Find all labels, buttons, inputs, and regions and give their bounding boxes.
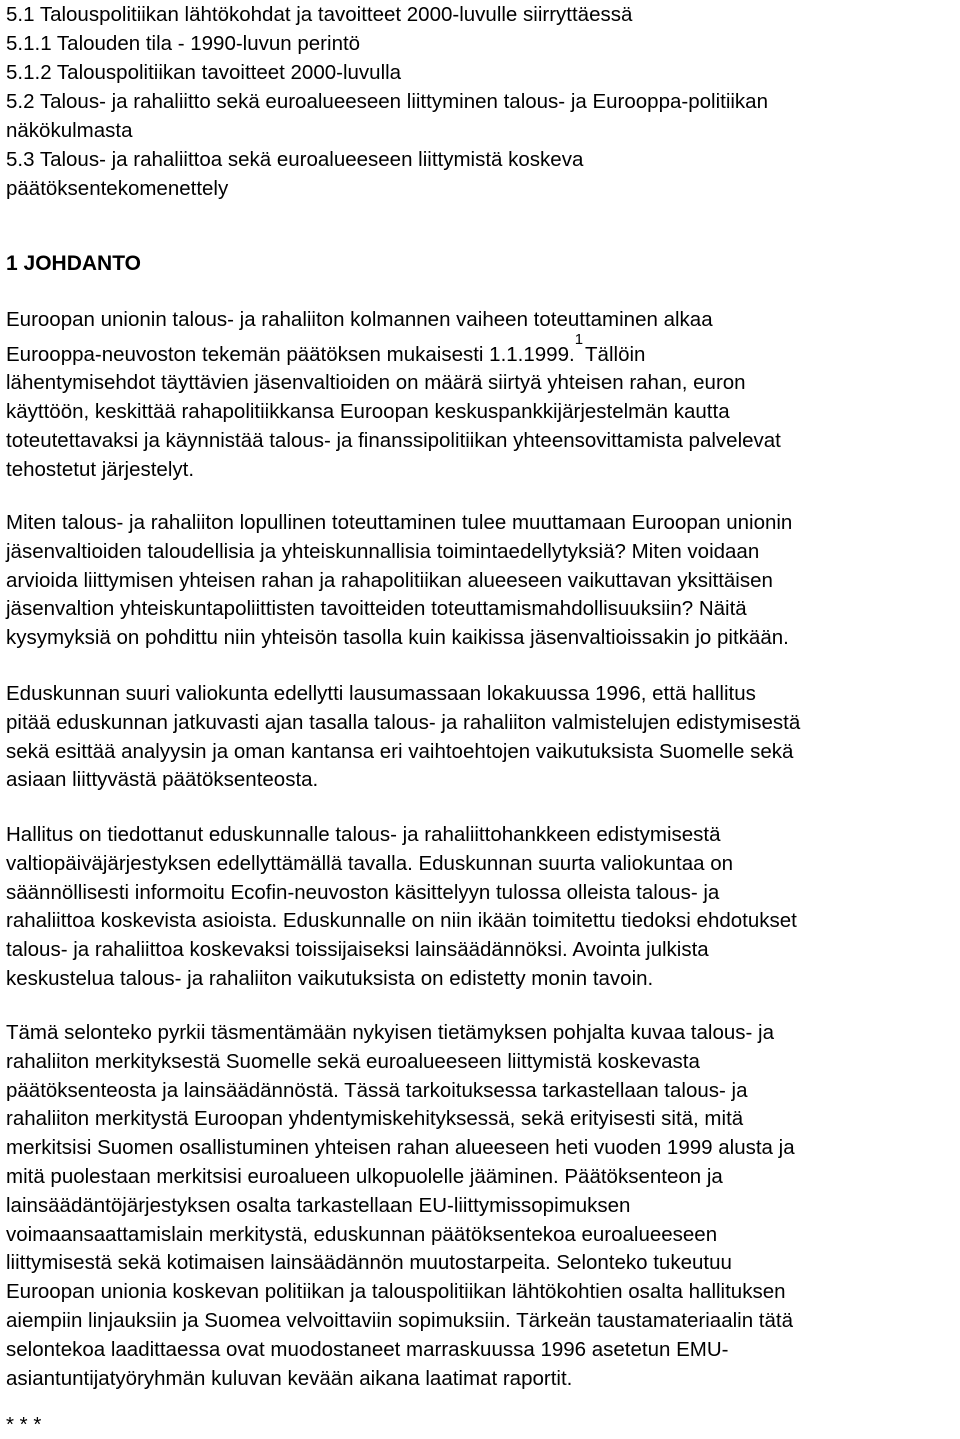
paragraph-line: valtiopäiväjärjestyksen edellyttämällä tavalla. Eduskunnan suurta valiokuntaa on — [6, 851, 734, 875]
paragraph-line: Hallitus on tiedottanut eduskunnalle talous- ja rahaliittohankkeen edistymisestä — [6, 823, 721, 846]
paragraph-line: toteutettavaksi ja käynnistää talous- ja finanssipolitiikan yhteensovittamista palvelevat — [6, 429, 781, 453]
paragraph-line: keskustelua talous- ja rahaliiton vaikutuksista on edistetty monin tavoin. — [6, 966, 654, 990]
paragraph-line: sekä esittää analyysin ja oman kantansa eri vaihtoehtojen vaikutuksista Suomelle sekä — [6, 739, 794, 763]
paragraph-line: pitää eduskunnan jatkuvasti ajan tasalla talous- ja rahaliiton valmistelujen edistymisestä — [6, 710, 801, 734]
toc-entry-5-2[interactable]: 5.2 Talous- ja rahaliitto sekä euroalueeseen liittyminen talous- ja Eurooppa-politiikan — [6, 90, 768, 113]
paragraph-line: talous- ja rahaliittoa koskevaksi toissijaiseksi lainsäädännöksi. Avointa julkista — [6, 938, 709, 962]
paragraph-line: mitä puolestaan merkitsisi euroalueen ulkopuolelle jääminen. Päätöksenteon ja — [6, 1164, 723, 1188]
paragraph-line: Euroopan unionia koskevan politiikan ja talouspolitiikan lähtökohtien osalta hallituksen — [6, 1280, 786, 1304]
paragraph-line: Eduskunnan suuri valiokunta edellytti lausumassaan lokakuussa 1996, että hallitus — [6, 682, 756, 705]
paragraph-line: asiantuntijatyöryhmän kuluvan kevään aikana laatimat raportit. — [6, 1366, 573, 1390]
paragraph-line: liittymisestä sekä kotimaisen lainsäädännön muutostarpeita. Selonteko tukeutuu — [6, 1251, 732, 1275]
paragraph-line: lähentymisehdot täyttävien jäsenvaltioiden on määrä siirtyä yhteisen rahan, euron — [6, 371, 746, 395]
paragraph-committee — [6, 680, 956, 795]
paragraph-line: aiempiin linjauksiin ja Suomea velvoittaviin sopimuksiin. Tärkeän taustamateriaalin tätä — [6, 1308, 793, 1332]
paragraph-line: asiaan liittyvästä päätöksenteosta. — [6, 768, 319, 792]
toc-entry-5-1[interactable]: 5.1 Talouspolitiikan lähtökohdat ja tavoitteet 2000-luvulle siirryttäessä — [6, 3, 633, 26]
toc-entry-5-1-1[interactable]: 5.1.1 Talouden tila - 1990-luvun perintö — [6, 32, 361, 55]
paragraph-line: lainsäädäntöjärjestyksen osalta tarkastellaan EU-liittymissopimuksen — [6, 1193, 631, 1217]
toc-entry-5-3[interactable]: 5.3 Talous- ja rahaliittoa sekä euroalueeseen liittymistä koskeva — [6, 148, 584, 171]
paragraph-line: käyttöön, keskittää rahapolitiikkansa Euroopan keskuspankkijärjestelmän kautta — [6, 400, 730, 424]
paragraph-line: rahaliiton merkityksestä Suomelle sekä euroalueeseen liittymistä koskevasta — [6, 1049, 700, 1073]
paragraph-text: Eurooppa-neuvoston tekemän päätöksen mukaisesti 1.1.1999. — [6, 342, 575, 366]
paragraph-line: rahaliittoa koskevista asioista. Eduskunnalle on niin ikään toimitettu tiedoksi ehdotukset — [6, 909, 797, 933]
paragraph-government — [6, 821, 956, 994]
paragraph-line: Euroopan unionin talous- ja rahaliiton kolmannen vaiheen toteuttaminen alkaa — [6, 308, 713, 331]
toc-entry-5-3-cont[interactable]: päätöksentekomenettely — [6, 177, 229, 200]
paragraph-intro — [6, 306, 956, 485]
paragraph-line: säännöllisesti informoitu Ecofin-neuvoston käsittelyyn tulossa olleista talous- ja — [6, 880, 720, 904]
paragraph-line: merkitsisi Suomen osallistuminen yhteisen rahan alueeseen heti vuoden 1999 alusta ja — [6, 1136, 795, 1160]
footnote-marker[interactable]: 1 — [574, 330, 584, 348]
toc-entry-5-2-cont[interactable]: näkökulmasta — [6, 119, 133, 142]
table-of-contents — [6, 0, 956, 203]
paragraph-line: Tämä selonteko pyrkii täsmentämään nykyisen tietämyksen pohjalta kuvaa talous- ja — [6, 1021, 774, 1044]
paragraph-line: arvioida liittymisen yhteisen rahan ja rahapolitiikan alueeseen vaikuttavan yksittäisen — [6, 568, 773, 592]
paragraph-line: jäsenvaltion yhteiskuntapoliittisten tavoitteiden toteuttamismahdollisuuksiin? Näitä — [6, 597, 747, 621]
paragraph-text: Tällöin — [585, 342, 646, 366]
paragraph-line: selontekoa laadittaessa ovat muodostaneet marraskuussa 1996 asetetun EMU- — [6, 1337, 729, 1361]
paragraph-line: päätöksenteosta ja lainsäädännöstä. Tässä tarkoituksessa tarkastellaan talous- ja — [6, 1078, 748, 1102]
section-separator: * * * — [6, 1413, 42, 1436]
paragraph-line: tehostetut järjestelyt. — [6, 457, 195, 481]
paragraph-report-scope — [6, 1019, 956, 1393]
section-heading: 1 JOHDANTO — [6, 252, 141, 275]
paragraph-line — [6, 330, 956, 370]
paragraph-line: jäsenvaltioiden taloudellisia ja yhteiskunnallisia toimintaedellytyksiä? Miten voidaan — [6, 539, 760, 563]
paragraph-line: Miten talous- ja rahaliiton lopullinen toteuttaminen tulee muuttamaan Euroopan unionin — [6, 511, 793, 534]
paragraph-line: rahaliiton merkitystä Euroopan yhdentymiskehityksessä, sekä erityisesti sitä, mitä — [6, 1107, 744, 1131]
paragraph-line: kysymyksiä on pohdittu niin yhteisön tasolla kuin kaikissa jäsenvaltioissakin jo pitkään. — [6, 626, 789, 650]
paragraph-questions — [6, 509, 956, 653]
paragraph-line: voimaansaattamislain merkitystä, eduskunnan päätöksentekoa euroalueeseen — [6, 1222, 718, 1246]
toc-entry-5-1-2[interactable]: 5.1.2 Talouspolitiikan tavoitteet 2000-luvulla — [6, 61, 402, 84]
